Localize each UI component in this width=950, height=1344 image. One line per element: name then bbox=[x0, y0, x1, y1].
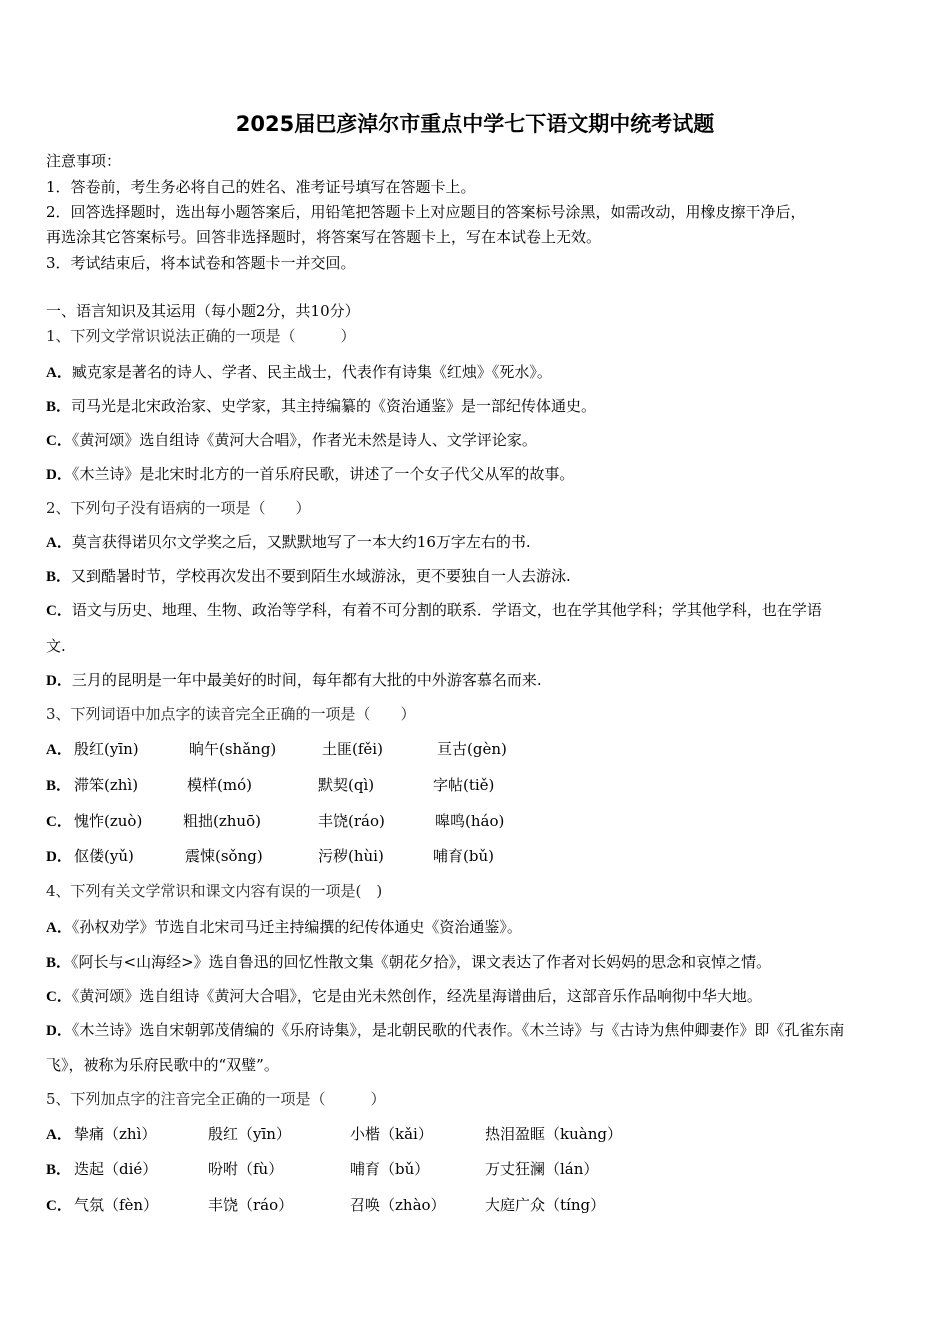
option-label: A． bbox=[46, 920, 72, 936]
option-word: 丰饶(ráo) bbox=[318, 812, 385, 830]
section-heading: 一、语言知识及其运用（每小题2分，共10分） bbox=[46, 302, 360, 320]
option-row bbox=[46, 362, 552, 383]
option-label: A． bbox=[46, 535, 72, 551]
option-word: 吩咐（fù） bbox=[208, 1160, 284, 1178]
option-word: 迭起（dié） bbox=[74, 1160, 158, 1178]
option-word: 愧怍(zuò) bbox=[74, 812, 143, 830]
option-word: 滞笨(zhì) bbox=[74, 776, 139, 794]
option-row bbox=[46, 1159, 696, 1179]
option-word: 默契(qì) bbox=[318, 776, 375, 794]
notice-item: 再选涂其它答案标号。回答非选择题时，将答案写在答题卡上，写在本试卷上无效。 bbox=[46, 228, 602, 246]
option-label: A． bbox=[46, 742, 72, 758]
option-text: 《木兰诗》选自宋朝郭茂倩编的《乐府诗集》，是北朝民歌的代表作。《木兰诗》与《古诗为焦仲卿妻作》即《孔雀东南 bbox=[71, 1021, 845, 1039]
option-word: 嗥鸣(háo) bbox=[435, 812, 505, 830]
option-row bbox=[46, 1195, 696, 1215]
option-continuation bbox=[46, 636, 66, 656]
option-word: 晌午(shǎng) bbox=[189, 740, 277, 758]
option-word: 震悚(sǒng) bbox=[185, 847, 263, 865]
option-row bbox=[46, 952, 771, 973]
option-label: D． bbox=[46, 467, 72, 483]
option-text: 飞》，被称为乐府民歌中的“双璧”。 bbox=[46, 1056, 279, 1074]
option-word: 亘古(gèn) bbox=[437, 740, 507, 758]
option-word: 小楷（kǎi） bbox=[350, 1125, 433, 1143]
option-row bbox=[46, 1020, 844, 1041]
notice-item: 1．答卷前，考生务必将自己的姓名、准考证号填写在答题卡上。 bbox=[46, 178, 476, 196]
option-label: D． bbox=[46, 849, 72, 865]
option-row bbox=[46, 917, 522, 938]
option-row bbox=[46, 430, 537, 451]
option-word: 土匪(fěi) bbox=[322, 740, 383, 758]
notice-heading: 注意事项： bbox=[46, 152, 122, 170]
option-word: 殷红(yīn) bbox=[74, 740, 139, 758]
option-text: 《木兰诗》是北宋时北方的一首乐府民歌，讲述了一个女子代父从军的故事。 bbox=[71, 465, 575, 483]
option-word: 殷红（yīn） bbox=[208, 1125, 291, 1143]
option-text: 莫言获得诺贝尔文学奖之后，又默默地写了一本大约16万字左右的书. bbox=[71, 533, 531, 551]
option-row bbox=[46, 670, 542, 691]
option-row bbox=[46, 739, 646, 759]
option-label: B． bbox=[46, 569, 72, 585]
option-text: 三月的昆明是一年中最美好的时间，每年都有大批的中外游客慕名而来. bbox=[71, 671, 542, 689]
question-stem: 2、下列句子没有语病的一项是（ ） bbox=[46, 499, 311, 517]
option-row bbox=[46, 811, 646, 831]
option-word: 挚痛（zhì） bbox=[74, 1125, 157, 1143]
option-word: 召唤（zhào） bbox=[350, 1196, 446, 1214]
option-word: 大庭广众（tíng） bbox=[485, 1196, 606, 1214]
option-text: 又到酷暑时节，学校再次发出不要到陌生水域游泳，更不要独自一人去游泳. bbox=[71, 567, 571, 585]
option-row bbox=[46, 600, 822, 621]
option-word: 热泪盈眶（kuàng） bbox=[485, 1125, 622, 1143]
option-label: D． bbox=[46, 673, 72, 689]
option-row bbox=[46, 566, 571, 587]
option-word: 模样(mó) bbox=[187, 776, 252, 794]
option-word: 伛偻(yǔ) bbox=[74, 847, 134, 865]
option-label: C． bbox=[46, 1198, 72, 1214]
option-label: B． bbox=[46, 778, 72, 794]
option-label: B． bbox=[46, 955, 72, 971]
option-word: 哺育（bǔ） bbox=[350, 1160, 430, 1178]
option-text: 文. bbox=[46, 637, 66, 655]
option-word: 万丈狂澜（lán） bbox=[485, 1160, 599, 1178]
option-label: C． bbox=[46, 603, 72, 619]
option-label: A． bbox=[46, 365, 72, 381]
option-label: C． bbox=[46, 814, 72, 830]
option-row bbox=[46, 775, 646, 795]
option-label: B． bbox=[46, 399, 72, 415]
option-text: 《黄河颂》选自组诗《黄河大合唱》，作者光未然是诗人、文学评论家。 bbox=[71, 431, 537, 449]
option-label: D． bbox=[46, 1023, 72, 1039]
notice-item: 3．考试结束后，将本试卷和答题卡一并交回。 bbox=[46, 254, 356, 272]
option-text: 语文与历史、地理、生物、政治等学科，有着不可分割的联系．学语文，也在学其他学科；学其他学科，也在学语 bbox=[71, 601, 822, 619]
option-word: 字帖(tiě) bbox=[433, 776, 495, 794]
option-row bbox=[46, 1124, 696, 1144]
option-row bbox=[46, 532, 531, 553]
option-word: 气氛（fèn） bbox=[74, 1196, 159, 1214]
question-stem: 1、下列文学常识说法正确的一项是（ ） bbox=[46, 327, 356, 345]
option-row bbox=[46, 986, 762, 1007]
option-label: B． bbox=[46, 1162, 72, 1178]
option-word: 丰饶（ráo） bbox=[208, 1196, 294, 1214]
option-word: 粗拙(zhuō) bbox=[183, 812, 261, 830]
question-stem: 3、下列词语中加点字的读音完全正确的一项是（ ） bbox=[46, 705, 416, 723]
option-continuation bbox=[46, 1055, 279, 1075]
option-text: 司马光是北宋政治家、史学家，其主持编纂的《资治通鉴》是一部纪传体通史。 bbox=[71, 397, 597, 415]
option-text: 《黄河颂》选自组诗《黄河大合唱》，它是由光未然创作，经冼星海谱曲后，这部音乐作品响彻中华大地。 bbox=[71, 987, 762, 1005]
option-word: 哺育(bǔ) bbox=[433, 847, 494, 865]
question-stem: 5、下列加点字的注音完全正确的一项是（ ） bbox=[46, 1090, 386, 1108]
option-text: 《孙权劝学》节选自北宋司马迁主持编撰的纪传体通史《资治通鉴》。 bbox=[71, 918, 522, 936]
question-stem: 4、下列有关文学常识和课文内容有误的一项是( ) bbox=[46, 882, 383, 900]
option-label: C． bbox=[46, 989, 72, 1005]
option-word: 污秽(hùi) bbox=[318, 847, 384, 865]
option-text: 《阿长与<山海经>》选自鲁迅的回忆性散文集《朝花夕拾》，课文表达了作者对长妈妈的思念和哀悼之情。 bbox=[71, 953, 772, 971]
option-row bbox=[46, 464, 574, 485]
option-label: A． bbox=[46, 1127, 72, 1143]
notice-item: 2．回答选择题时，选出每小题答案后，用铅笔把答题卡上对应题目的答案标号涂黑，如需改动，用橡皮擦干净后， bbox=[46, 203, 806, 221]
option-row bbox=[46, 396, 596, 417]
option-text: 臧克家是著名的诗人、学者、民主战士，代表作有诗集《红烛》《死水》。 bbox=[71, 363, 552, 381]
page-title: 2025届巴彦淖尔市重点中学七下语文期中统考试题 bbox=[235, 112, 715, 136]
option-row bbox=[46, 846, 646, 866]
option-label: C． bbox=[46, 433, 72, 449]
